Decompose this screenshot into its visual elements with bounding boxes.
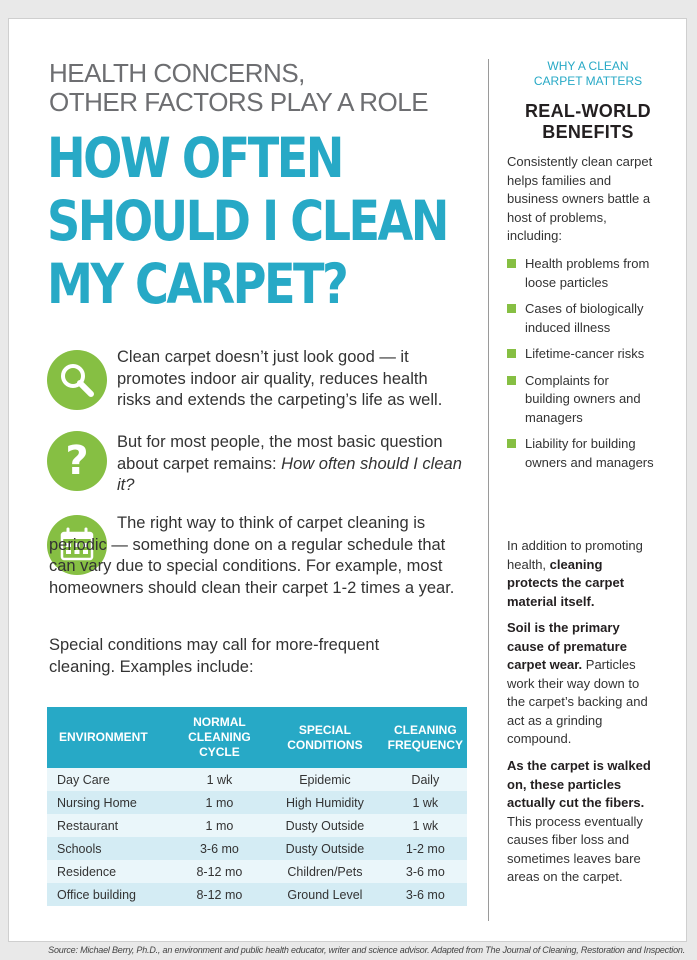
sidebar-kicker-line-2: CARPET MATTERS (533, 74, 643, 88)
cell-cycle: 8-12 mo (173, 860, 267, 883)
cell-conditions: Epidemic (266, 768, 383, 791)
list-item: Lifetime-cancer risks (507, 345, 657, 364)
sidebar-kicker-line-1: WHY A CLEAN (547, 59, 629, 73)
sidebar-kicker (493, 59, 683, 89)
sidebar-title-line-2: BENEFITS (542, 122, 634, 142)
cell-environment: Schools (47, 837, 173, 860)
list-item: Complaints for building owners and managers (507, 372, 657, 428)
table-row (47, 860, 467, 883)
article-page (8, 18, 687, 942)
cell-frequency: 3-6 mo (384, 860, 467, 883)
kicker-line-1: HEALTH CONCERNS, (49, 58, 305, 88)
intro-paragraph: Clean carpet doesn’t just look good — it promotes indoor air quality, reduces health risks and extends the carpeting’s life as well. (117, 348, 443, 409)
bullet-square-icon (507, 376, 516, 385)
sidebar-paragraph-soil: Soil is the primary cause of premature carpet wear. Particles work their way down to the carpet’s backing and act as a grinding compound. (507, 620, 648, 746)
sidebar-intro: Consistently clean carpet helps families and business owners battle a host of problems, including: (507, 154, 653, 243)
cell-cycle: 3-6 mo (173, 837, 267, 860)
header-environment: ENVIRONMENT (47, 707, 173, 768)
cell-frequency: Daily (384, 768, 467, 791)
cell-frequency: 1 wk (384, 814, 467, 837)
bullet-square-icon (507, 349, 516, 358)
cell-cycle: 8-12 mo (173, 883, 267, 906)
table-row (47, 837, 467, 860)
cell-environment: Day Care (47, 768, 173, 791)
kicker (49, 59, 428, 117)
cell-conditions: Dusty Outside (266, 837, 383, 860)
list-item: Liability for building owners and managers (507, 435, 657, 472)
question-paragraph (117, 432, 462, 497)
periodic-paragraph: The right way to think of carpet cleaning is periodic — something done on a regular schedule that can vary due to special conditions. For example, most homeowners should clean their carpet 1-2 times a year. (49, 514, 455, 597)
cell-cycle: 1 wk (173, 768, 267, 791)
table-row (47, 768, 467, 791)
headline (47, 127, 447, 316)
list-item: Cases of biologically induced illness (507, 300, 657, 337)
cell-cycle: 1 mo (173, 814, 267, 837)
cell-environment: Residence (47, 860, 173, 883)
list-item: Health problems from loose particles (507, 255, 657, 292)
headline-line-3: MY CARPET? (47, 252, 347, 316)
header-cleaning-frequency: CLEANING FREQUENCY (384, 707, 467, 768)
column-divider (488, 59, 489, 921)
table-row (47, 791, 467, 814)
cell-frequency: 3-6 mo (384, 883, 467, 906)
cell-conditions: Dusty Outside (266, 814, 383, 837)
header-normal-cleaning-cycle: NORMAL CLEANING CYCLE (173, 707, 267, 768)
cell-environment: Office building (47, 883, 173, 906)
bullet-square-icon (507, 439, 516, 448)
question-mark-icon (47, 431, 107, 491)
source-credit: Source: Michael Berry, Ph.D., an environment and public health educator, writer and science advisor. Adapted from The Journal of Cleaning, Restoration and Inspection. (48, 945, 685, 955)
cleaning-frequency-table (47, 707, 467, 906)
question-mark-glyph: ? (65, 438, 89, 484)
header-special-conditions: SPECIAL CONDITIONS (266, 707, 383, 768)
cell-conditions: Ground Level (266, 883, 383, 906)
benefits-list (507, 255, 657, 480)
sidebar-paragraph-fibers: As the carpet is walked on, these particles actually cut the fibers. This process eventually causes fiber loss and sometimes leaves bare areas on the carpet. (507, 758, 651, 884)
cell-conditions: High Humidity (266, 791, 383, 814)
bullet-square-icon (507, 259, 516, 268)
question-paragraph-italic: How often should I clean it? (117, 454, 462, 494)
sidebar-title (493, 101, 683, 143)
special-conditions-paragraph: Special conditions may call for more-frequent cleaning. Examples include: (49, 636, 380, 676)
question-paragraph-text: But for most people, the most basic question about carpet remains: (117, 433, 443, 473)
headline-line-2: SHOULD I CLEAN (47, 189, 447, 253)
bullet-square-icon (507, 304, 516, 313)
cell-frequency: 1 wk (384, 791, 467, 814)
headline-line-1: HOW OFTEN (47, 126, 342, 190)
cell-environment: Nursing Home (47, 791, 173, 814)
cell-conditions: Children/Pets (266, 860, 383, 883)
cell-environment: Restaurant (47, 814, 173, 837)
sidebar-paragraph-protection: In addition to promoting health, cleaning protects the carpet material itself. (507, 538, 643, 609)
cell-frequency: 1-2 mo (384, 837, 467, 860)
sidebar-title-line-1: REAL-WORLD (525, 101, 651, 121)
table-header-row (47, 707, 467, 768)
magnifier-icon (47, 350, 107, 410)
table-row (47, 883, 467, 906)
kicker-line-2: OTHER FACTORS PLAY A ROLE (49, 87, 429, 117)
table-row (47, 814, 467, 837)
cell-cycle: 1 mo (173, 791, 267, 814)
